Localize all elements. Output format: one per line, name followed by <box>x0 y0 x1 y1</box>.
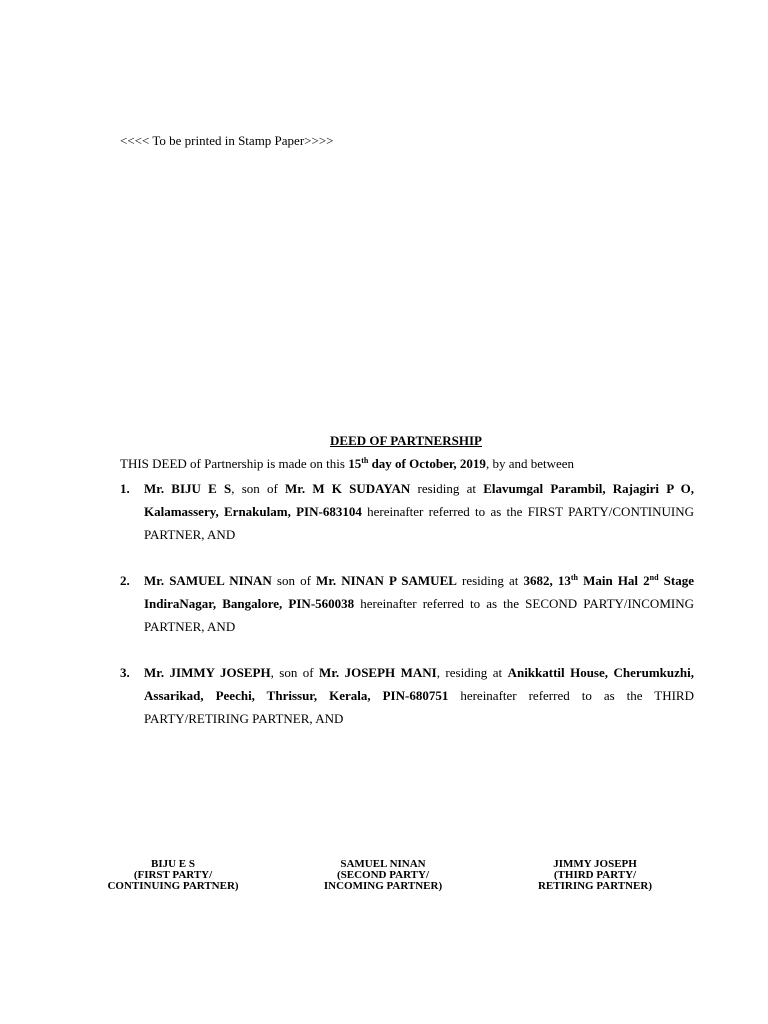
ordinal-suffix: th <box>570 573 578 582</box>
clause-number: 2. <box>120 573 130 588</box>
intro-date-rest: day of October, 2019 <box>368 456 486 471</box>
clause-connector: , residing at <box>436 665 508 680</box>
intro-date <box>348 456 486 471</box>
party-address: Elavumgal Parambil, Rajagiri P O, Kalamassery, Ernakulam, PIN-683104 <box>144 481 695 519</box>
party-name: Mr. SAMUEL NINAN <box>144 573 272 588</box>
clause-text <box>144 477 694 546</box>
address-part: Stage IndiraNagar, Bangalore, PIN-560038 <box>144 573 694 611</box>
signatory-name: SAMUEL NINAN <box>340 858 426 870</box>
clause-connector: son of <box>271 573 317 588</box>
party-name: Mr. JIMMY JOSEPH <box>144 665 271 680</box>
clause-connector: residing at <box>410 481 484 496</box>
document-title: DEED OF PARTNERSHIP <box>330 433 482 448</box>
signatory-role: CONTINUING PARTNER) <box>107 880 239 892</box>
party-address: Anikkattil House, Cherumkuzhi, Assarikad, Peechi, Thrissur, Kerala, PIN-680751 <box>144 665 695 703</box>
party-role: hereinafter referred to as the THIRD PARTY/RETIRING PARTNER, AND <box>144 688 694 726</box>
clause-number: 1. <box>120 481 130 496</box>
intro-day-suffix: th <box>361 456 369 465</box>
clause-connector: , son of <box>231 481 286 496</box>
party-father: Mr. M K SUDAYAN <box>285 481 411 496</box>
party-clause-2 <box>120 569 694 638</box>
signatory-name: BIJU E S <box>150 858 196 870</box>
party-clause-1 <box>120 477 694 546</box>
signatory-role: (SECOND PARTY/ <box>337 869 429 881</box>
clause-connector: , son of <box>270 665 320 680</box>
intro-day: 15 <box>348 456 362 471</box>
address-part: 3682, 13 <box>523 573 571 588</box>
party-role: hereinafter referred to as the SECOND PARTY/INCOMING PARTNER, AND <box>144 596 694 634</box>
signature-block-second-party <box>302 859 464 892</box>
intro-text: THIS DEED of Partnership is made on this <box>120 456 349 471</box>
party-father: Mr. JOSEPH MANI <box>319 665 437 680</box>
party-father: Mr. NINAN P SAMUEL <box>316 573 457 588</box>
stamp-paper-note: <<<< To be printed in Stamp Paper>>>> <box>120 133 334 148</box>
signatory-role: INCOMING PARTNER) <box>323 880 443 892</box>
intro-paragraph <box>120 456 574 472</box>
clause-number: 3. <box>120 665 130 680</box>
signatory-role: (THIRD PARTY/ <box>553 869 637 881</box>
party-role: hereinafter referred to as the FIRST PARTY/CONTINUING PARTNER, AND <box>144 504 694 542</box>
clause-text <box>144 569 694 638</box>
party-name: Mr. BIJU E S <box>144 481 232 496</box>
clause-text <box>144 661 694 730</box>
signatory-name: JIMMY JOSEPH <box>553 858 637 870</box>
ordinal-suffix: nd <box>649 573 659 582</box>
address-part: Main Hal 2 <box>578 573 650 588</box>
signature-block-third-party <box>514 859 676 892</box>
party-clause-3 <box>120 661 694 730</box>
intro-tail: , by and between <box>485 456 575 471</box>
signatory-role: (FIRST PARTY/ <box>133 869 213 881</box>
clause-connector: residing at <box>456 573 524 588</box>
signature-block-first-party <box>92 859 254 892</box>
signatory-role: RETIRING PARTNER) <box>537 880 652 892</box>
